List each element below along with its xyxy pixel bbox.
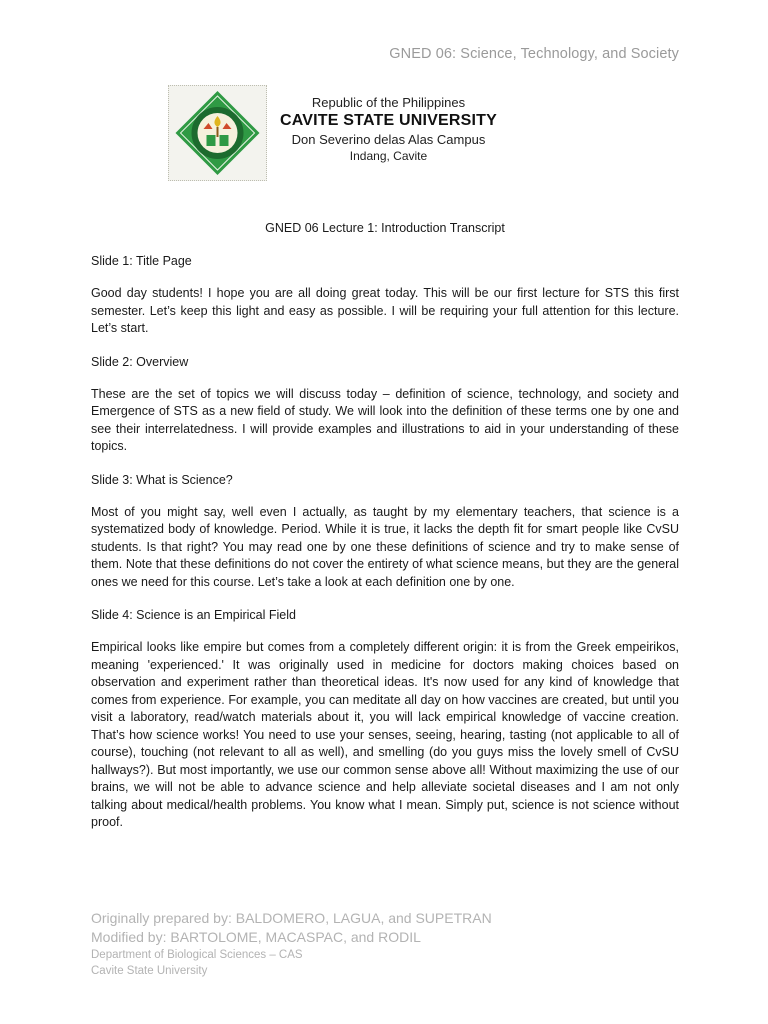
university-seal-icon bbox=[168, 85, 267, 181]
prepared-by: Originally prepared by: BALDOMERO, LAGUA, and SUPETRAN bbox=[91, 910, 492, 926]
department: Department of Biological Sciences – CAS bbox=[91, 949, 303, 961]
slide-paragraph: These are the set of topics we will discuss today – definition of science, technology, and society and Emergence of STS as a new field of study. We will look into the definition of these terms one by one and see their interrelatedness. I will provide examples and illustrations to aid in your understanding of these topics. bbox=[91, 386, 679, 453]
slide-heading: Slide 4: Science is an Empirical Field bbox=[91, 608, 296, 622]
page-footer bbox=[91, 909, 651, 979]
slide-heading: Slide 3: What is Science? bbox=[91, 472, 233, 487]
slide-paragraph: Good day students! I hope you are all doing great today. This will be our first lecture for STS this first semester. Let’s keep this light and easy as possible. I will be requiring your full attention for this lecture. Let’s start. bbox=[91, 286, 679, 335]
footer-university: Cavite State University bbox=[91, 965, 208, 977]
document-title: GNED 06 Lecture 1: Introduction Transcript bbox=[265, 221, 505, 235]
document-body bbox=[91, 219, 679, 847]
university-heading bbox=[271, 95, 506, 164]
slide-heading: Slide 1: Title Page bbox=[91, 254, 192, 268]
republic-label: Republic of the Philippines bbox=[311, 95, 466, 110]
slide-heading: Slide 2: Overview bbox=[91, 354, 189, 369]
town-name: Indang, Cavite bbox=[349, 149, 428, 163]
slide-paragraph: Empirical looks like empire but comes from a completely different origin: it is from the Greek empeirikos, meaning 'experienced.' It was originally used in medicine for doctors making choices based on observation and experiment rather than theoretical ideas. It's now used for any kind of knowledge that comes from experience. For example, you can meditate all day on how vaccines are created, but until you visit a laboratory, read/watch materials about it, you will lack empirical knowledge of vaccine creation. That’s how science works! You need to use your senses, seeing, hearing, tasting (not applicable to all of course), touching (not relevant to all as well), and smelling (do you guys miss the lovely smell of CvSU hallways?). But most importantly, we use our common sense above all! Without maximizing the use of our brains, we will not be able to advance science and help alleviate societal diseases and I am not only talking about medical/health problems. You know what I mean. Simply put, science is not science without proof. bbox=[91, 640, 679, 829]
modified-by: Modified by: BARTOLOME, MACASPAC, and RODIL bbox=[91, 929, 421, 945]
course-header: GNED 06: Science, Technology, and Society bbox=[389, 46, 679, 62]
campus-name: Don Severino delas Alas Campus bbox=[291, 132, 486, 147]
university-name: CAVITE STATE UNIVERSITY bbox=[279, 112, 498, 129]
letterhead bbox=[168, 85, 588, 180]
slide-paragraph: Most of you might say, well even I actually, as taught by my elementary teachers, that science is a systematized body of knowledge. Period. While it is true, it lacks the depth fit for smart people like CvSU students. Is that right? You may read one by one these definitions of science and try to make sense of them. Note that these definitions do not cover the entirety of what science means, but they are the general ones we need for this course. Let’s take a look at each definition one by one. bbox=[91, 504, 679, 589]
